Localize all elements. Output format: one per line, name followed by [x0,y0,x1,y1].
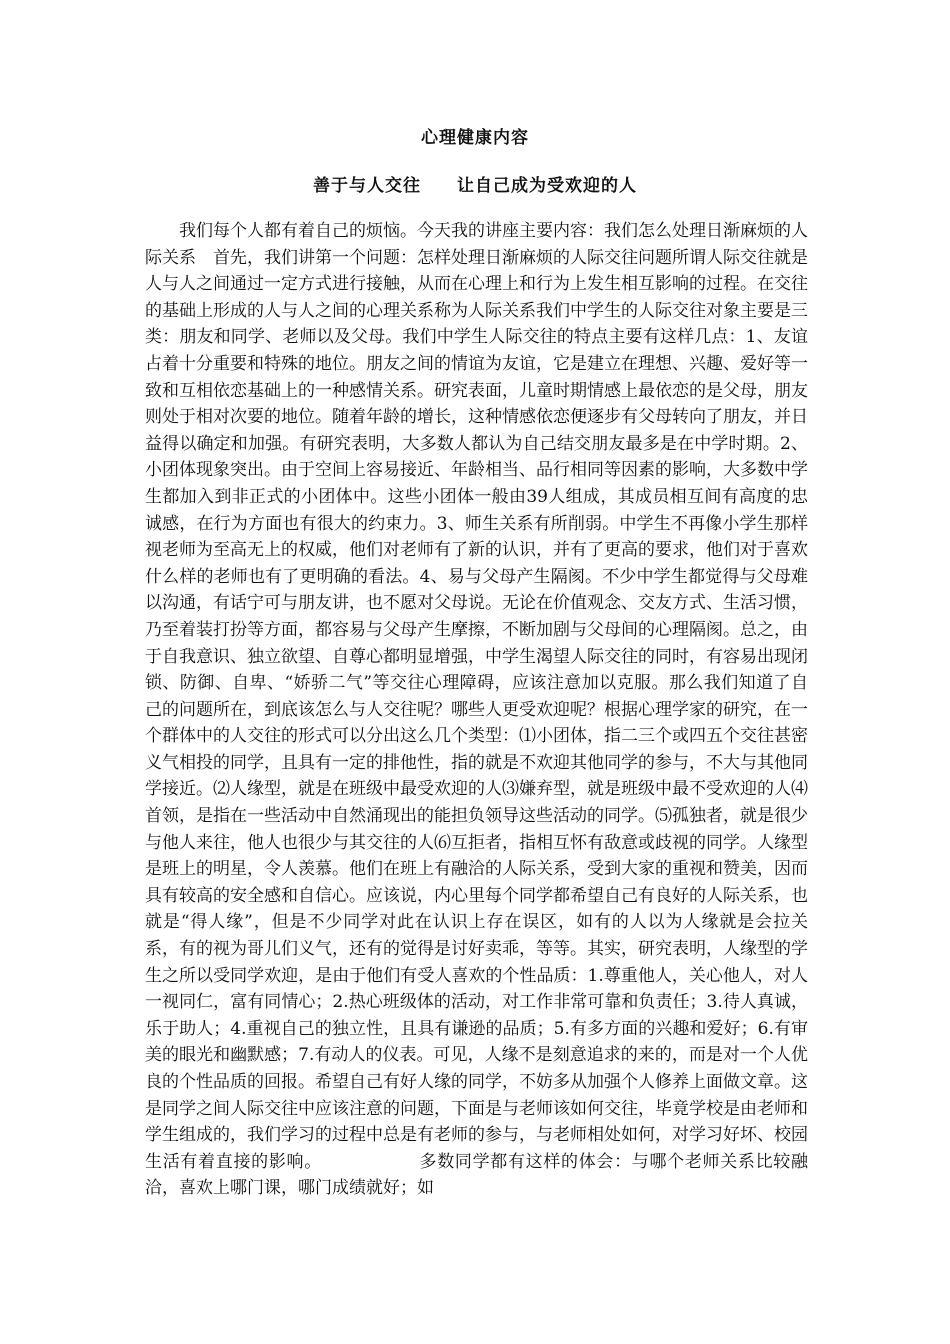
document-title: 心理健康内容 [421,128,529,148]
document-body: 我们每个人都有着自己的烦恼。今天我的讲座主要内容：我们怎么处理日渐麻烦的人际关系 首先，我们讲第一个问题：怎样处理日渐麻烦的人际交往问题所谓人际交往就是人与人之间通过一定方式进行接触，从而在心理上和行为上发生相互影响的过程。在交往的基础上形成的人与人之间的心理关系称为人际关系我们中学生的人际交往对象主要是三类：朋友和同学、老师以及父母。我们中学生人际交往的特点主要有这样几点：1、友谊占着十分重要和特殊的地位。朋友之间的情谊为友谊，它是建立在理想、兴趣、爱好等一致和互相依恋基础上的一种感情关系。研究表面，儿童时期情感上最依恋的是父母，朋友则处于相对次要的地位。随着年龄的增长，这种情感依恋便逐步有父母转向了朋友，并日益得以确定和加强。有研究表明，大多数人都认为自己结交朋友最多是在中学时期。2、小团体现象突出。由于空间上容易接近、年龄相当、品行相同等因素的影响，大多数中学生都加入到非正式的小团体中。这些小团体一般由39人组成，其成员相互间有高度的忠诚感，在行为方面也有很大的约束力。3、师生关系有所削弱。中学生不再像小学生那样视老师为至高无上的权威，他们对老师有了新的认识，并有了更高的要求，他们对于喜欢什么样的老师也有了更明确的看法。4、易与父母产生隔阂。不少中学生都觉得与父母难以沟通，有话宁可与朋友讲，也不愿对父母说。无论在价值观念、交友方式、生活习惯，乃至着装打扮等方面，都容易与父母产生摩擦，不断加剧与父母间的心理隔阂。总之，由于自我意识、独立欲望、自尊心都明显增强，中学生渴望人际交往的同时，有容易出现闭锁、防御、自卑、“娇骄二气”等交往心理障碍，应该注意加以克服。那么我们知道了自己的问题所在，到底该怎么与人交往呢？哪些人更受欢迎呢？根据心理学家的研究，在一个群体中的人交往的形式可以分出这么几个类型：⑴小团体，指二三个或四五个交往甚密义气相投的同学，且具有一定的排他性，指的就是不欢迎其他同学的参与，不大与其他同学接近。⑵人缘型，就是在班级中最受欢迎的人⑶嫌弃型，就是班级中最不受欢迎的人⑷首领，是指在一些活动中自然涌现出的能担负领导这些活动的同学。⑸孤独者，就是很少与他人来往，他人也很少与其交往的人⑹互拒者，指相互怀有敌意或歧视的同学。人缘型是班上的明星，令人羡慕。他们在班上有融洽的人际关系，受到大家的重视和赞美，因而具有较高的安全感和自信心。应该说，内心里每个同学都希望自己有良好的人际关系，也就是“得人缘”，但是不少同学对此在认识上存在误区，如有的人以为人缘就是会拉关系，有的视为哥儿们义气，还有的觉得是讨好卖乖，等等。其实，研究表明，人缘型的学生之所以受同学欢迎，是由于他们有受人喜欢的个性品质：1.尊重他人，关心他人，对人一视同仁，富有同情心；2.热心班级体的活动，对工作非常可靠和负责任；3.待人真诚，乐于助人；4.重视自己的独立性，且具有谦逊的品质；5.有多方面的兴趣和爱好；6.有审美的眼光和幽默感；7.有动人的仪表。可见，人缘不是刻意追求的来的，而是对一个人优良的个性品质的回报。希望自己有好人缘的同学，不妨多从加强个人修养上面做文章。这是同学之间人际交往中应该注意的问题，下面是与老师该如何交往，毕竟学校是由老师和学生组成的，我们学习的过程中总是有老师的参与，与老师相处如何，对学习好坏、校园生活有着直接的影响。 多数同学都有这样的体会：与哪个老师关系比较融洽，喜欢上哪门课，哪门成绩就好；如 [145,221,808,1199]
document-subtitle: 善于与人交往 让自己成为受欢迎的人 [313,176,637,196]
